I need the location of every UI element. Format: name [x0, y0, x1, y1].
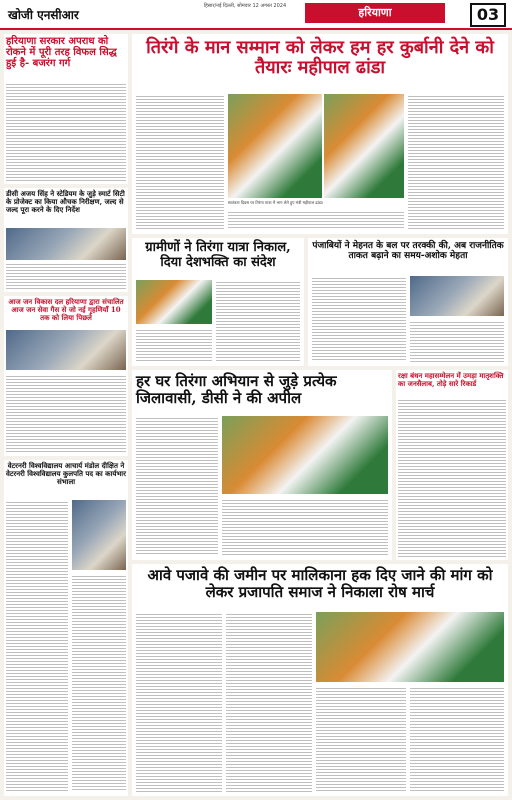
headline: आज जन विकास दल हरियाणा द्वारा संचालित आज जन सेवा गैस से जो नई गृहणियाँ 10 तक को लिया पिछले — [8, 297, 124, 322]
news-photo — [6, 228, 126, 260]
headline: रक्षा बंधन महासम्मेलन में उमड़ा मातृशक्ति का जनसैलाब, तोड़े सारे रिकार्ड — [398, 371, 504, 388]
headline: आवे पजावे की जमीन पर मालिकाना हक दिए जाने की मांग को लेकर प्रजापति समाज ने निकाला रोष मार्च — [147, 566, 493, 601]
body-text — [72, 574, 126, 792]
story-punjabi — [308, 238, 508, 366]
body-text — [222, 498, 388, 556]
story-tiranga-yatra — [132, 238, 304, 366]
headline: वेटरनरी विश्वविद्यालय आचार्य मंडोल दीक्षित ने वेटरनरी विश्वविद्यालय कुलपति पद का कार्यभार संभाला — [6, 461, 126, 486]
body-text — [410, 320, 504, 362]
body-text — [6, 500, 68, 792]
story-top-left — [4, 34, 128, 184]
body-text — [136, 416, 218, 556]
body-text-col-1 — [136, 94, 224, 230]
body-text — [6, 374, 126, 454]
page-number: 03 — [470, 3, 506, 27]
headline: पंजाबियों ने मेहनत के बल पर तरक्की की, अब राजनीतिक ताकत बढ़ाने का समय-अशोक मेहता — [312, 241, 504, 262]
body-text — [226, 612, 312, 792]
section-title: हरियाणा — [305, 3, 445, 23]
body-text — [6, 262, 126, 290]
masthead — [0, 0, 512, 30]
body-text — [136, 328, 212, 362]
edition-dateline: हिसार/नई दिल्ली, सोमवार 12 अगस्त 2024 — [203, 3, 287, 9]
news-photo — [72, 500, 126, 570]
headline: डीसी अजय सिंह ने स्टेडियम के जुड़े स्मार्ट सिटी के प्रोजेक्ट का किया औचक निरीक्षण, जल्द से जल्द पूरा करने के दिए निर्देश — [6, 189, 125, 214]
headline: हरियाणा सरकार अपराध को रोकने में पूरी तरह विफल सिद्ध हुई है- बजरंग गर्ग — [6, 36, 117, 70]
story-prajapati — [132, 564, 508, 796]
headline: ग्रामीणों ने तिरंगा यात्रा निकाल, दिया देशभक्ति का संदेश — [145, 240, 291, 270]
news-photo — [136, 280, 212, 324]
body-text — [316, 686, 406, 792]
body-text — [6, 82, 126, 182]
body-text — [398, 398, 506, 558]
lead-photo-1 — [228, 94, 322, 198]
headline: हर घर तिरंगा अभियान से जुड़े प्रत्येक जिलावासी, डीसी ने की अपील — [136, 372, 337, 407]
body-text — [216, 280, 300, 362]
story-university — [4, 460, 128, 796]
lead-photo-2 — [324, 94, 404, 198]
news-photo — [222, 416, 388, 494]
body-text-col-3 — [408, 94, 504, 230]
story-lead — [132, 34, 508, 234]
news-photo — [316, 612, 504, 682]
body-text — [136, 612, 222, 792]
news-photo — [6, 330, 126, 370]
photo-caption: स्वतंत्रता दिवस पर तिरंगा यात्रा में भाग लेते हुए मंत्री महीपाल ढांडा। — [228, 200, 404, 205]
story-raksha-bandhan — [396, 370, 508, 560]
story-anganwadi — [4, 296, 128, 456]
body-text-col-2 — [228, 210, 404, 230]
lead-headline: तिरंगे के मान सम्मान को लेकर हम हर कुर्बानी देने को तैयारः महीपाल ढांडा — [146, 37, 494, 79]
story-har-ghar-tiranga — [132, 370, 392, 560]
newspaper-logo: खोजी एनसीआर — [8, 8, 79, 22]
body-text — [410, 686, 504, 792]
news-photo — [410, 276, 504, 316]
story-mid-left — [4, 188, 128, 292]
body-text — [312, 276, 406, 362]
